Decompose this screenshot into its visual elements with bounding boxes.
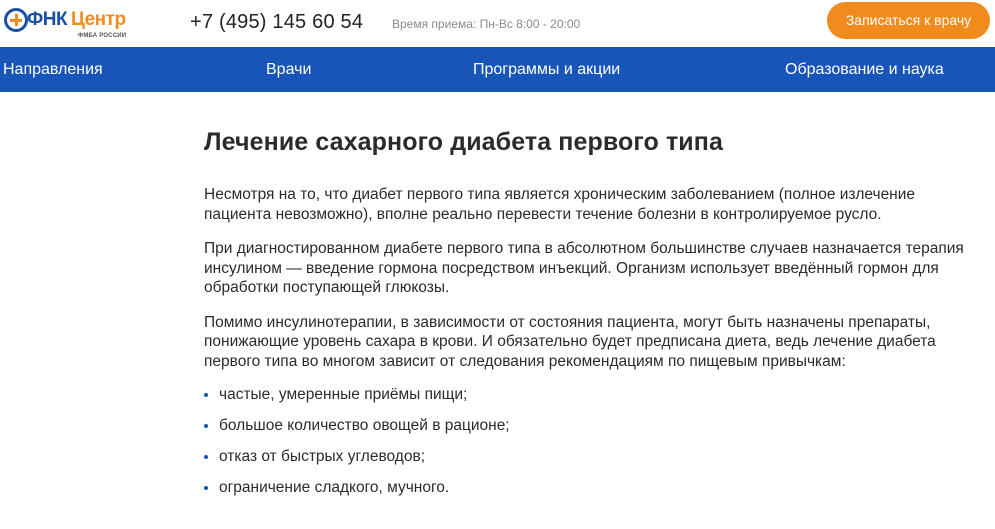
nav-item-education[interactable]: Образование и наука xyxy=(785,61,944,78)
list-item-text: большое количество овощей в рационе; xyxy=(219,417,510,434)
diet-list xyxy=(204,385,974,498)
bullet-icon xyxy=(204,455,208,459)
main-nav xyxy=(0,47,995,92)
nav-item-doctors[interactable]: Врачи xyxy=(266,61,312,78)
logo-subtitle: ФМБА РОССИИ xyxy=(78,33,127,39)
list-item xyxy=(204,385,974,405)
article-paragraph: Помимо инсулинотерапии, в зависимости от состояния пациента, могут быть назначены препараты, понижающие уровень сахара в крови. И обязательно будет предписана диета, ведь лечение диабета первого типа во многом зависит от следования рекомендациям по пищевым привычкам: xyxy=(204,313,936,370)
list-item xyxy=(204,447,974,467)
page-title: Лечение сахарного диабета первого типа xyxy=(204,128,723,156)
nav-item-programs[interactable]: Программы и акции xyxy=(473,61,621,78)
list-item-text: отказ от быстрых углеводов; xyxy=(219,448,426,465)
bullet-icon xyxy=(204,486,208,490)
list-item-text: ограничение сладкого, мучного. xyxy=(219,479,450,496)
list-item-text: частые, умеренные приёмы пищи; xyxy=(219,386,468,403)
site-logo[interactable] xyxy=(4,4,134,42)
logo-prefix: ФНК xyxy=(27,9,68,30)
list-item xyxy=(204,416,974,436)
article-paragraph: При диагностированном диабете первого типа в абсолютном большинстве случаев назначается терапия инсулином — введение гормона посредством инъекций. Организм использует введённый гормон для обработки поступающей глюкозы. xyxy=(204,240,964,296)
phone-link[interactable]: +7 (495) 145 60 54 xyxy=(190,11,364,33)
article xyxy=(204,126,974,509)
logo-suffix: Центр xyxy=(71,9,126,30)
book-doctor-button[interactable]: Записаться к врачу xyxy=(827,2,990,39)
site-header xyxy=(0,0,995,47)
nav-item-directions[interactable]: Направления xyxy=(3,61,103,78)
list-item xyxy=(204,478,974,498)
bullet-icon xyxy=(204,393,208,397)
medical-cross-icon xyxy=(4,8,28,32)
bullet-icon xyxy=(204,424,208,428)
working-hours: Время приема: Пн-Вс 8:00 - 20:00 xyxy=(392,17,581,31)
article-paragraph: Несмотря на то, что диабет первого типа является хроническим заболеванием (полное излечение пациента невозможно), вполне реально перевести течение болезни в контролируемое русло. xyxy=(204,186,916,223)
